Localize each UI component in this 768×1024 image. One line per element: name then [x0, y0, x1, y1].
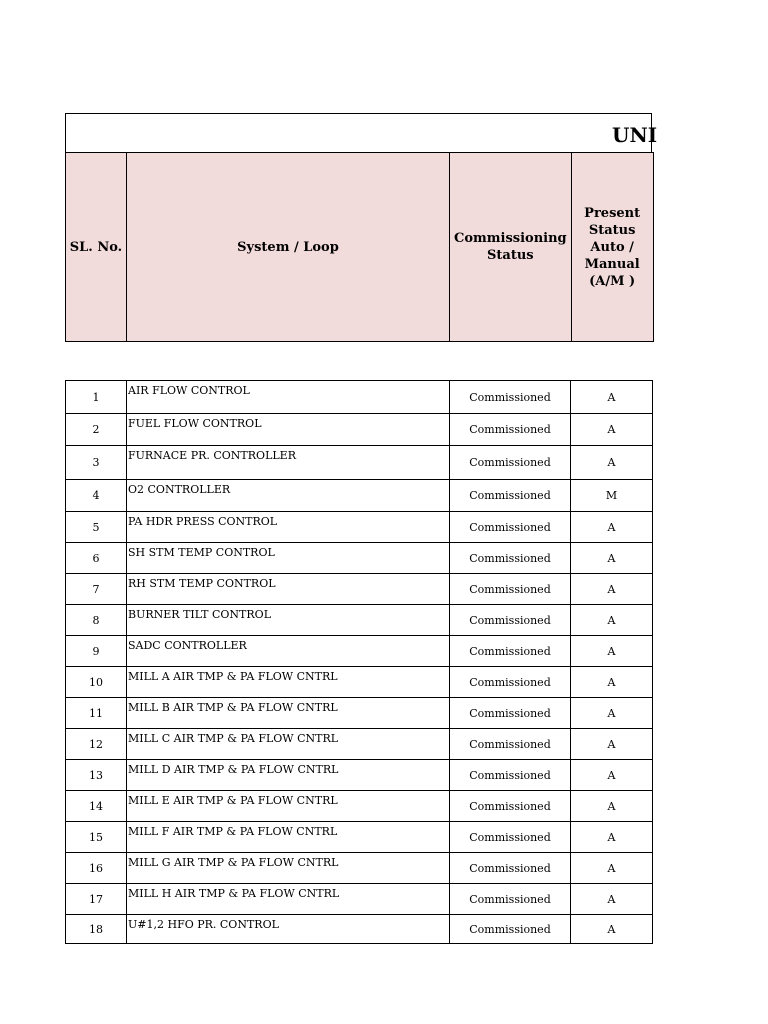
table-row	[66, 543, 653, 574]
row-sl-no: 17	[66, 884, 127, 915]
row-system-loop: MILL E AIR TMP & PA FLOW CNTRL	[127, 791, 450, 822]
row-sl-no: 3	[66, 446, 127, 480]
table-row	[66, 791, 653, 822]
table-row	[66, 760, 653, 791]
row-present-status: A	[571, 636, 653, 667]
row-system-loop: MILL H AIR TMP & PA FLOW CNTRL	[127, 884, 450, 915]
row-present-status: A	[571, 446, 653, 480]
row-commissioning-status: Commissioned	[450, 512, 571, 543]
row-present-status: A	[571, 915, 653, 944]
row-commissioning-status: Commissioned	[450, 414, 571, 446]
row-sl-no: 10	[66, 667, 127, 698]
row-system-loop: FURNACE PR. CONTROLLER	[127, 446, 450, 480]
row-system-loop: MILL G AIR TMP & PA FLOW CNTRL	[127, 853, 450, 884]
row-present-status: M	[571, 480, 653, 512]
header-commissioning-status: Commissioning Status	[450, 153, 572, 342]
table-row	[66, 574, 653, 605]
row-system-loop: MILL C AIR TMP & PA FLOW CNTRL	[127, 729, 450, 760]
row-sl-no: 14	[66, 791, 127, 822]
table-row	[66, 729, 653, 760]
row-sl-no: 9	[66, 636, 127, 667]
table-row	[66, 446, 653, 480]
row-sl-no: 16	[66, 853, 127, 884]
row-system-loop: MILL B AIR TMP & PA FLOW CNTRL	[127, 698, 450, 729]
row-sl-no: 15	[66, 822, 127, 853]
row-present-status: A	[571, 822, 653, 853]
row-system-loop: RH STM TEMP CONTROL	[127, 574, 450, 605]
row-system-loop: SADC CONTROLLER	[127, 636, 450, 667]
row-commissioning-status: Commissioned	[450, 636, 571, 667]
table-row	[66, 884, 653, 915]
row-sl-no: 1	[66, 381, 127, 414]
row-commissioning-status: Commissioned	[450, 381, 571, 414]
table-row	[66, 915, 653, 944]
row-system-loop: MILL F AIR TMP & PA FLOW CNTRL	[127, 822, 450, 853]
row-system-loop: MILL A AIR TMP & PA FLOW CNTRL	[127, 667, 450, 698]
row-present-status: A	[571, 729, 653, 760]
row-present-status: A	[571, 698, 653, 729]
row-present-status: A	[571, 574, 653, 605]
row-commissioning-status: Commissioned	[450, 915, 571, 944]
row-present-status: A	[571, 884, 653, 915]
row-system-loop: U#1,2 HFO PR. CONTROL	[127, 915, 450, 944]
row-commissioning-status: Commissioned	[450, 574, 571, 605]
row-sl-no: 7	[66, 574, 127, 605]
row-system-loop: FUEL FLOW CONTROL	[127, 414, 450, 446]
row-sl-no: 8	[66, 605, 127, 636]
row-sl-no: 6	[66, 543, 127, 574]
row-commissioning-status: Commissioned	[450, 884, 571, 915]
row-system-loop: MILL D AIR TMP & PA FLOW CNTRL	[127, 760, 450, 791]
row-sl-no: 5	[66, 512, 127, 543]
table-row	[66, 381, 653, 414]
table-row	[66, 480, 653, 512]
row-commissioning-status: Commissioned	[450, 729, 571, 760]
page-title: UNI	[612, 123, 658, 147]
row-commissioning-status: Commissioned	[450, 698, 571, 729]
row-commissioning-status: Commissioned	[450, 605, 571, 636]
table-row	[66, 667, 653, 698]
row-commissioning-status: Commissioned	[450, 791, 571, 822]
table-row	[66, 512, 653, 543]
row-system-loop: PA HDR PRESS CONTROL	[127, 512, 450, 543]
row-system-loop: O2 CONTROLLER	[127, 480, 450, 512]
row-commissioning-status: Commissioned	[450, 853, 571, 884]
row-sl-no: 11	[66, 698, 127, 729]
row-sl-no: 4	[66, 480, 127, 512]
row-system-loop: SH STM TEMP CONTROL	[127, 543, 450, 574]
row-system-loop: BURNER TILT CONTROL	[127, 605, 450, 636]
row-sl-no: 18	[66, 915, 127, 944]
row-commissioning-status: Commissioned	[450, 822, 571, 853]
row-sl-no: 13	[66, 760, 127, 791]
row-present-status: A	[571, 414, 653, 446]
title-box	[65, 113, 658, 153]
row-present-status: A	[571, 381, 653, 414]
row-present-status: A	[571, 853, 653, 884]
row-present-status: A	[571, 760, 653, 791]
loop-table	[65, 380, 653, 944]
table-row	[66, 698, 653, 729]
header-present-status: Present Status Auto / Manual (A/M )	[571, 153, 653, 342]
header-table	[65, 152, 654, 342]
row-sl-no: 12	[66, 729, 127, 760]
header-sl-no: SL. No.	[66, 153, 127, 342]
row-commissioning-status: Commissioned	[450, 543, 571, 574]
header-row	[66, 153, 654, 342]
row-present-status: A	[571, 605, 653, 636]
row-present-status: A	[571, 791, 653, 822]
row-commissioning-status: Commissioned	[450, 480, 571, 512]
row-present-status: A	[571, 543, 653, 574]
row-system-loop: AIR FLOW CONTROL	[127, 381, 450, 414]
table-row	[66, 414, 653, 446]
row-commissioning-status: Commissioned	[450, 667, 571, 698]
row-commissioning-status: Commissioned	[450, 760, 571, 791]
table-row	[66, 605, 653, 636]
table-row	[66, 822, 653, 853]
row-sl-no: 2	[66, 414, 127, 446]
table-row	[66, 853, 653, 884]
table-row	[66, 636, 653, 667]
row-commissioning-status: Commissioned	[450, 446, 571, 480]
header-system-loop: System / Loop	[127, 153, 450, 342]
row-present-status: A	[571, 512, 653, 543]
row-present-status: A	[571, 667, 653, 698]
